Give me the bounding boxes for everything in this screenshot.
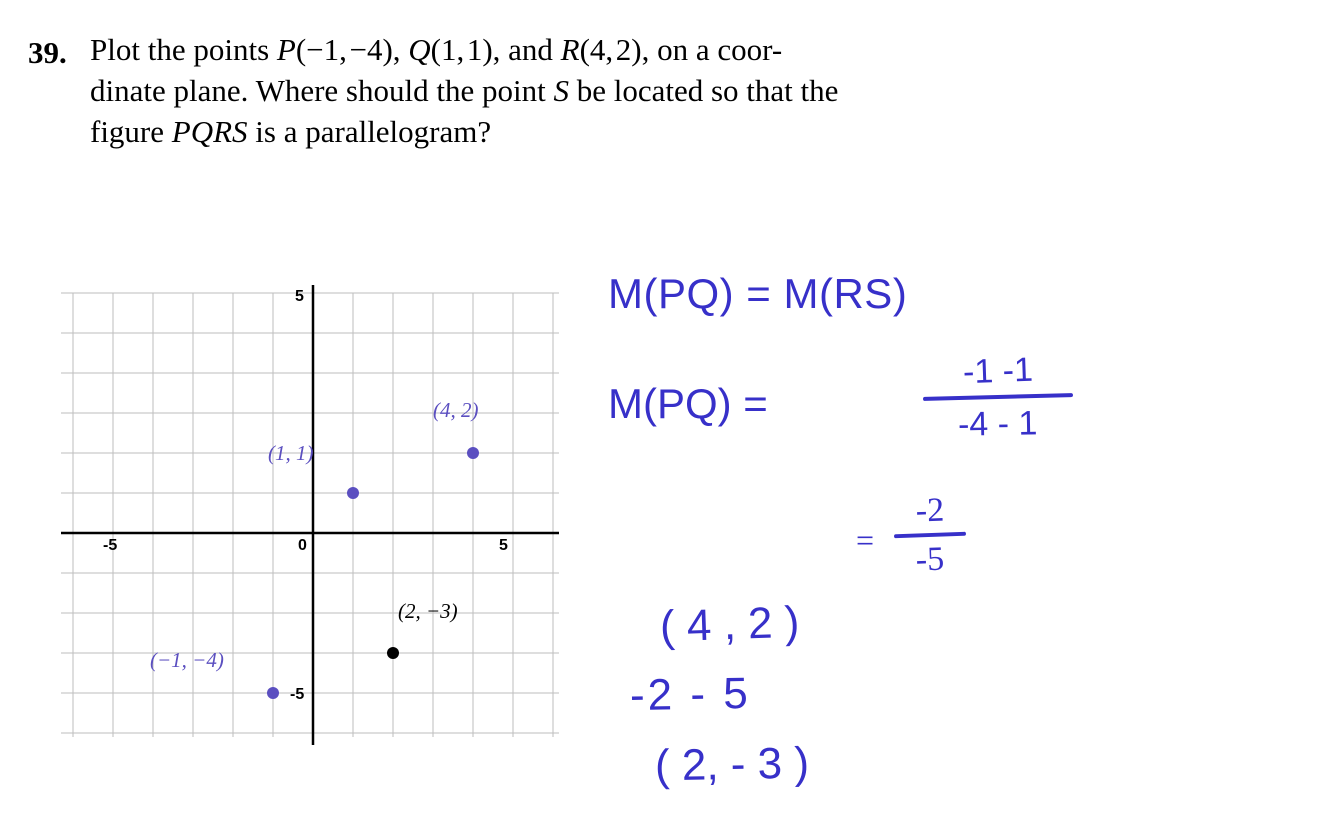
point-label-R: (4, 2) xyxy=(433,398,479,422)
coordinate-plane xyxy=(55,275,565,755)
y-tick-5: 5 xyxy=(295,288,304,305)
work-answer-line-3: ( 2, - 3 ) xyxy=(654,738,810,791)
problem-number: 39. xyxy=(28,35,67,70)
work-line-2: M(PQ) = xyxy=(608,380,768,427)
equals-sign: = xyxy=(856,522,875,558)
fraction2-bar xyxy=(894,532,966,539)
work-line-1: M(PQ) = M(RS) xyxy=(608,270,908,317)
point-S xyxy=(387,647,399,659)
fraction-bar xyxy=(923,393,1073,401)
problem-text xyxy=(90,30,1088,153)
handwritten-work xyxy=(600,270,1300,810)
fraction-denominator: -4 - 1 xyxy=(957,404,1038,444)
work-answer-line-2: -2 - 5 xyxy=(629,668,752,721)
point-Q xyxy=(347,487,359,499)
point-P xyxy=(267,687,279,699)
problem-block xyxy=(28,30,1088,153)
x-tick-5: 5 xyxy=(499,537,508,554)
problem-text-line-1: Plot the points P(−1, −4), Q(1, 1), and R(4, 2), on a coor- xyxy=(90,32,783,67)
y-tick-neg5: -5 xyxy=(290,686,305,703)
fraction-slope xyxy=(918,352,1078,444)
fraction-numerator: -1 -1 xyxy=(962,350,1034,392)
point-R xyxy=(467,447,479,459)
problem-text-line-2: dinate plane. Where should the point S be located so that the xyxy=(90,72,839,108)
fraction-simplified xyxy=(856,491,970,579)
origin-label: 0 xyxy=(298,537,307,554)
work-answer-line-1: ( 4 , 2 ) xyxy=(659,597,801,652)
problem-text-line-3: figure PQRS is a parallelogram? xyxy=(90,113,492,149)
point-label-P: (−1, −4) xyxy=(150,648,224,672)
point-label-S: (2, −3) xyxy=(398,599,458,623)
fraction2-numerator: -2 xyxy=(915,491,945,530)
x-tick-neg5: -5 xyxy=(103,537,118,554)
grid-lines xyxy=(61,293,559,737)
axes xyxy=(61,285,559,745)
point-label-Q: (1, 1) xyxy=(268,441,314,465)
fraction2-denominator: -5 xyxy=(915,540,945,579)
